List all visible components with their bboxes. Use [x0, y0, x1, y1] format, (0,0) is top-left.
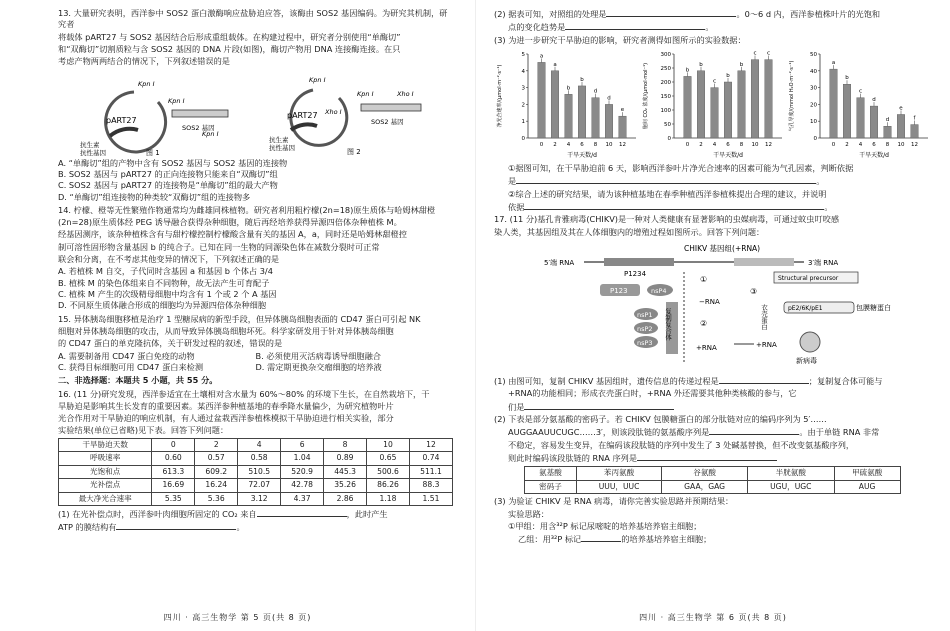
q17-part3-cont: ①甲组：用含³²P 标记尿嘧啶的培养基培养宿主细胞；: [508, 520, 702, 531]
y-tick-label: 20: [810, 102, 817, 109]
table-cell: 609.2: [195, 465, 238, 478]
x-tick-label: 12: [765, 141, 772, 148]
y-tick-label: 200: [660, 79, 671, 86]
table-header-cell: 0: [152, 438, 195, 451]
q15-option-d: D. 需定期更换杂交瘤细胞的培养液: [255, 361, 382, 372]
q14-stem: 14. 柠檬、橙等无性繁殖作物通常均为雌雄同株植物。研究者利用粗柠檬(2n=18)原生质体与哈姆林甜橙: [58, 204, 436, 215]
answer-blank[interactable]: [524, 201, 824, 210]
significance-letter: b: [566, 85, 571, 92]
table-cell: 0.74: [409, 452, 452, 465]
table-cell: 5.35: [152, 492, 195, 505]
page-footer: 四川 · 高三生物学 第 5 页(共 8 页): [163, 612, 312, 622]
step-2: ②: [700, 318, 708, 328]
q16-part1-text: 。: [236, 522, 245, 533]
new-virus-label: 新病毒: [796, 356, 817, 365]
table-row: [525, 480, 901, 493]
q17-part1-text: 们是: [508, 401, 525, 412]
q17-part1-text: +RNA: [508, 388, 533, 399]
q13-option-a: A. “单酶切”组的产物中含有 SOS2 基因与 SOS2 基因的连接物: [58, 157, 288, 168]
q16-sub2: ②综合上述的研究结果，请为该种植基地在春季种植西洋参植株提出合理的建议，并说明: [508, 188, 827, 199]
table-cell: 5.36: [195, 492, 238, 505]
table-cell: 88.3: [409, 479, 452, 492]
q14-option-c: C. 植株 M 产生的次级精母细胞中均含有 1 个或 2 个 A 基因: [58, 289, 277, 299]
q16-part1: [58, 508, 453, 520]
restriction-figures: [58, 70, 453, 156]
fig1-caption: 图 1: [145, 148, 160, 156]
resist-label-2: 抗性基因: [269, 143, 296, 152]
y-tick-label: 30: [810, 85, 817, 92]
kpn-label: Kpn Ⅰ: [309, 75, 326, 84]
nsp2-label: nsP2: [637, 324, 653, 333]
p1234-label: P1234: [624, 269, 647, 278]
nsp3-label: nsP3: [637, 338, 653, 347]
drought-charts: [494, 48, 932, 160]
q16-part3: (3) 为进一步研究干旱胁迫的影响，研究者测得如图所示的实验数据：: [494, 34, 746, 45]
x-axis-title: 干旱天数/d: [567, 151, 597, 159]
complex-label: 复制复合体: [664, 307, 672, 341]
y-tick-label: 50: [664, 121, 671, 128]
q14-option-b: B. 植株 M 的染色体组来自不同物种，故无法产生可育配子: [58, 277, 270, 288]
q16-part2-text: 点的变化趋势是: [508, 22, 566, 33]
structural-precursor-label: Structural precursor: [778, 274, 839, 282]
q17-stem: 染人类，其基因组及其在人体细胞内的增殖过程如图所示。回答下列问题：: [494, 226, 765, 237]
answer-blank[interactable]: [719, 375, 809, 384]
q13-stem: 考虑产物两两结合的情况下，下列叙述错误的是: [58, 56, 230, 67]
p123-label: P123: [610, 286, 628, 295]
bar: [619, 116, 626, 138]
x-tick-label: 2: [699, 141, 703, 148]
x-tick-label: 10: [897, 141, 905, 148]
section-heading: 二、非选择题：本题共 5 小题，共 55 分。: [58, 375, 218, 386]
q17-part2-cont: [494, 452, 932, 464]
bar: [857, 98, 864, 138]
q16-part2-text: (2) 据表可知，对照组的处理是: [494, 9, 607, 19]
q16-part1-text: (1) 在光补偿点时，西洋参叶肉细胞所固定的 CO₂ 来自: [58, 509, 257, 520]
minus-rna: −RNA: [699, 297, 720, 306]
resist-label-2: 抗性基因: [79, 148, 106, 156]
q17-part1: [494, 375, 932, 387]
bar: [578, 86, 585, 138]
y-tick-label: 1: [521, 119, 525, 126]
plasmid-label-2: pART27: [287, 110, 318, 120]
bar: [592, 98, 599, 138]
table-cell: 445.3: [324, 465, 367, 478]
bar: [765, 60, 772, 138]
bar: [870, 106, 877, 138]
q17-part3-text: 乙组：用³²P 标记: [518, 534, 582, 545]
answer-blank[interactable]: [565, 21, 705, 30]
x-tick-label: 12: [619, 141, 626, 148]
q17-stem: 17. (11 分)基孔肯雅病毒(CHIKV)是一种对人类健康有显著影响的虫媒病毒，可通过蚊虫叮咬感: [494, 214, 840, 225]
y-tick-label: 0: [521, 135, 525, 142]
table-cell: 16.69: [152, 479, 195, 492]
q16-part1-cont: [58, 521, 453, 533]
table-cell: 1.18: [367, 492, 410, 505]
table-cell: 613.3: [152, 465, 195, 478]
bar: [724, 82, 731, 138]
x-tick-label: 0: [685, 141, 690, 148]
codon-header-cell: 苯丙氨酸: [576, 467, 661, 480]
q17-part2-cont: 不稳定，容易发生变异，在编码该段肽链的序列中发生了 3 处碱基替换，但不改变氨基酸序列，: [508, 439, 855, 450]
nsp1-label: nsP1: [637, 310, 653, 319]
q16-sub1-cont: [494, 175, 932, 187]
table-cell: 16.24: [195, 479, 238, 492]
question-16: [58, 389, 453, 534]
codon-header-cell: 氨基酸: [525, 467, 577, 480]
x-tick-label: 6: [580, 141, 584, 148]
figure-1: [72, 70, 242, 156]
q15-stem: 的 CD47 蛋白的单克隆抗体，关于研发过程的叙述，错误的是: [58, 338, 283, 349]
x-tick-label: 2: [845, 141, 849, 148]
kpn-label: Kpn Ⅰ: [357, 89, 374, 98]
gene-fragment: [168, 97, 228, 138]
step-1: ①: [700, 274, 708, 284]
table-cell: 光饱和点: [59, 465, 152, 478]
table-header-cell: 10: [367, 438, 410, 451]
significance-letter: a: [553, 61, 557, 68]
table-header-row: [59, 438, 453, 451]
table-cell: 1.51: [409, 492, 452, 505]
table-cell: 42.78: [281, 479, 324, 492]
intercellular-co2-chart: [640, 48, 786, 160]
y-tick-label: 2: [521, 102, 525, 109]
q13-stem: 和“双酶切”切割质粒与含 SOS2 基因的 DNA 片段(如图)，酶切产物用 DNA 连接酶连接。在只: [58, 43, 401, 54]
figure-2: [269, 70, 439, 156]
q14-option-d: D. 不同原生质体融合形成的细胞均为异源四倍体杂种细胞: [58, 300, 267, 311]
answer-blank[interactable]: [581, 533, 621, 542]
y-axis-title: 胞间 CO₂ 浓度/(μmol·mol⁻¹): [643, 62, 649, 130]
kpn-label: Kpn Ⅰ: [137, 79, 155, 88]
genome-title: CHIKV 基因组(+RNA): [684, 243, 761, 253]
y-axis-title: 气孔导度/(mmol H₂O·m⁻²·s⁻¹): [789, 60, 795, 132]
q15-stem: 15. 异体胰岛细胞移植是治疗 1 型糖尿病的新型手段，但异体胰岛细胞表面的 CD47 蛋白可引起 NK: [58, 313, 421, 324]
codon-header-cell: 半胱氨酸: [748, 467, 835, 480]
net-photosynthesis-chart: [494, 48, 640, 160]
q14-stem: 制可溶性固形物含量基因 b 的纯合子。已知在同一生物的同源染色体在减数分裂时可正常: [58, 241, 380, 252]
x-tick-label: 10: [751, 141, 759, 148]
q16-part1-text: ，此时产生: [346, 509, 388, 520]
bar: [697, 71, 704, 138]
x-tick-label: 6: [872, 141, 876, 148]
bar: [738, 71, 745, 138]
significance-letter: c: [753, 50, 757, 57]
y-tick-label: 40: [810, 68, 817, 75]
q17-part1-text: ；复制复合体可能与: [808, 376, 883, 387]
page-footer: 四川 · 高三生物学 第 6 页(共 8 页): [639, 612, 787, 622]
table-header-cell: 6: [281, 438, 324, 451]
q16-part2: [494, 8, 932, 20]
significance-letter: e: [620, 107, 625, 114]
table-cell: 520.9: [281, 465, 324, 478]
xho-label: Xho Ⅰ: [325, 107, 342, 116]
y-tick-label: 10: [810, 119, 817, 126]
table-cell: 4.37: [281, 492, 324, 505]
plus-rna-2: +RNA: [756, 340, 777, 349]
q16-sub2-text: 依据: [508, 201, 525, 212]
table-cell: 0.89: [324, 452, 367, 465]
table-cell: 510.5: [238, 465, 281, 478]
q16-stem: 光合作用对干旱胁迫的响应机制，有人通过盆栽西洋参植株模拟干旱胁迫进行相关实验，部分: [58, 413, 394, 424]
table-header-cell: 8: [324, 438, 367, 451]
kpn-label: Kpn Ⅰ: [167, 96, 185, 105]
gene-fragment-2: [357, 90, 421, 126]
significance-letter: b: [699, 61, 703, 68]
bar: [711, 88, 718, 138]
x-tick-label: 0: [539, 141, 544, 148]
plus-rna: +RNA: [696, 343, 717, 352]
y-tick-label: 5: [521, 51, 525, 58]
y-tick-label: 300: [660, 51, 671, 58]
answer-blank[interactable]: [709, 426, 799, 435]
envelope-label: 包膜糖蛋白: [856, 303, 891, 312]
bar: [684, 76, 691, 138]
plasmid-label: pART27: [105, 115, 137, 125]
significance-letter: b: [726, 72, 730, 79]
y-tick-label: 0: [813, 135, 817, 142]
right-page: [475, 0, 950, 631]
q16-stem: 实验结果(单位已省略)见下表。回答下列问题：: [58, 425, 229, 436]
q14-stem: 联会和分离，在不考虑其他变异的情况下，下列叙述正确的是: [58, 254, 280, 265]
q17-part2-cont: [494, 426, 932, 438]
table-header-cell: 4: [238, 438, 281, 451]
significance-letter: d: [872, 97, 876, 104]
codon-header-row: [525, 467, 901, 480]
q17-part2: (2) 下表是部分氨基酸的密码子。若 CHIKV 包膜糖蛋白的部分肽链对应的编码序列为 5′……: [494, 414, 827, 425]
answer-blank[interactable]: [524, 401, 674, 410]
bar: [884, 126, 891, 138]
table-cell: 35.26: [324, 479, 367, 492]
q17-part3-cont: [494, 533, 932, 545]
q17-part2-text: AUGGAAUUCUGC……3′，则该段肽链的氨基酸序列是: [508, 427, 710, 438]
plasmid-diagram-2: [269, 76, 347, 152]
q15-option-c: C. 获得目标细胞可用 CD47 蛋白来检测: [58, 361, 204, 372]
x-tick-label: 10: [605, 141, 613, 148]
answer-blank[interactable]: [116, 521, 236, 530]
table-cell: 511.1: [409, 465, 452, 478]
bar: [843, 84, 850, 138]
table-cell: 0.60: [152, 452, 195, 465]
question-13: [58, 8, 453, 203]
table-cell: 72.07: [238, 479, 281, 492]
table-cell: 0.58: [238, 452, 281, 465]
bar: [551, 71, 558, 138]
bar: [538, 62, 545, 138]
x-tick-label: 0: [831, 141, 836, 148]
y-tick-label: 100: [660, 107, 671, 114]
q16-sub1-text: 是: [508, 176, 517, 187]
codon-cell: UGU，UGC: [748, 480, 835, 493]
table-cell: 500.6: [367, 465, 410, 478]
significance-letter: b: [685, 67, 690, 74]
gene-label: SOS2 基因: [181, 123, 215, 132]
xho-label: Xho Ⅰ: [397, 89, 414, 98]
codon-header-cell: 谷氨酸: [662, 467, 748, 480]
x-tick-label: 8: [885, 141, 890, 148]
x-axis-title: 干旱天数/d: [859, 151, 889, 159]
significance-letter: b: [739, 61, 744, 68]
q17-part1-cont: [494, 401, 932, 413]
answer-blank[interactable]: [606, 8, 736, 17]
codon-cell: UUU，UUC: [576, 480, 661, 493]
q16-sub1: ①据图可知，在干旱胁迫前 6 天，影响西洋参叶片净光合速率的因素可能为气孔因素，判断依据: [508, 162, 854, 173]
q16-part1-text: ATP 的膜结构有: [58, 522, 117, 533]
plasmid-diagram: [80, 80, 166, 156]
table-row: [59, 465, 453, 478]
table-header-cell: 2: [195, 438, 238, 451]
question-17: [494, 214, 932, 545]
step-3: ③: [750, 286, 758, 296]
question-14: [58, 205, 453, 312]
y-axis-title: 净光合速率/(μmol·m⁻²·s⁻¹): [497, 64, 503, 128]
x-axis-title: 干旱天数/d: [713, 151, 743, 159]
codon-cell: 密码子: [525, 480, 577, 493]
table-cell: 最大净光合速率: [59, 492, 152, 505]
q14-option-a: A. 若植株 M 自交，子代同时含基因 a 和基因 b 个体占 3/4: [58, 266, 273, 277]
three-prime-label: 3′端 RNA: [808, 258, 839, 267]
q13-stem: 13. 大量研究表明，西洋参中 SOS2 蛋白激酶响应盐胁迫应答，该酶由 SOS2 基因编码。为研究其机制，研究者: [58, 8, 448, 30]
y-tick-label: 250: [660, 65, 671, 72]
q16-part2-cont: [494, 21, 932, 33]
codon-cell: GAA，GAG: [662, 480, 748, 493]
answer-blank[interactable]: [257, 508, 347, 517]
significance-letter: b: [580, 76, 584, 83]
bar: [911, 124, 918, 137]
envelope-code: pE2/6K/pE1: [788, 304, 823, 312]
nonstructural-region: [604, 258, 674, 266]
table-cell: 光补偿点: [59, 479, 152, 492]
significance-letter: d: [885, 117, 890, 124]
x-tick-label: 8: [593, 141, 598, 148]
gene-label: SOS2 基因: [371, 117, 404, 126]
table-cell: 呼吸速率: [59, 452, 152, 465]
structural-region: [734, 258, 794, 266]
significance-letter: e: [899, 105, 903, 112]
resist-label: 抗生素: [79, 140, 100, 149]
codon-cell: AUG: [834, 480, 900, 493]
significance-letter: a: [539, 53, 544, 60]
resist-label: 抗生素: [269, 135, 289, 144]
q16-part2-text: 。: [705, 22, 714, 33]
y-tick-label: 0: [667, 135, 671, 142]
q15-option-a: A. 需要制备用 CD47 蛋白免疫的动物: [58, 350, 195, 361]
q16-sub2-text: 。: [824, 201, 833, 212]
x-tick-label: 4: [858, 141, 863, 148]
significance-letter: d: [607, 95, 611, 102]
new-virus-particle: [800, 332, 820, 352]
q17-part1-text: (1) 由图可知，复制 CHIKV 基因组时，遗传信息的传递过程是: [494, 376, 719, 387]
significance-letter: d: [593, 88, 598, 95]
y-tick-label: 150: [660, 93, 671, 100]
q16-stem: 旱胁迫是影响其生长发育的重要因素。某西洋参种植基地的春季降水量偏少，为研究植物叶片: [58, 400, 394, 411]
significance-letter: c: [712, 78, 717, 85]
fig2-caption: 图 2: [347, 147, 361, 156]
q17-part2-text: 则此时编码该段肽链的 RNA 序列是: [508, 453, 638, 463]
q17-part1-text: 的功能相同；形成衣壳蛋白时，+RNA 外还需要其他种类核酸的参与，它: [532, 388, 797, 399]
answer-blank[interactable]: [516, 175, 816, 184]
significance-letter: c: [858, 88, 863, 95]
x-tick-label: 6: [726, 141, 730, 148]
q17-part3-text: 的培养基培养宿主细胞；: [621, 534, 712, 545]
q13-option-d: D. “单酶切”组连接物的种类较“双酶切”组的连接物多: [58, 191, 251, 202]
significance-letter: a: [831, 60, 836, 67]
question-15: [58, 314, 453, 374]
q17-part3: (3) 为验证 CHIKV 是 RNA 病毒，请你完善实验思路并预期结果：: [494, 496, 734, 507]
codon-table: [524, 466, 901, 494]
y-tick-label: 50: [810, 51, 817, 58]
x-tick-label: 4: [566, 141, 571, 148]
x-tick-label: 4: [712, 141, 717, 148]
y-tick-label: 3: [521, 85, 525, 92]
x-tick-label: 2: [553, 141, 557, 148]
q16-part2-text: 。0～6 d 内，西洋参植株叶片的光饱和: [736, 9, 881, 19]
q13-stem: 将载体 pART27 与 SOS2 基因结合后形成重组载体。在构建过程中，研究者分别使用“单酶切”: [58, 31, 401, 42]
q17-part1-cont: [494, 388, 932, 399]
answer-blank[interactable]: [637, 452, 777, 461]
q13-option-c: C. SOS2 基因与 pART27 的连接物是“单酶切”组的最大产物: [58, 180, 278, 191]
q16-stem: 16. (11 分)研究发现，西洋参适宜在土壤相对含水量为 60%～80% 的环境下生长，在自然栽培下，干: [58, 388, 430, 399]
table-header-cell: 干旱胁迫天数: [59, 438, 152, 451]
table-cell: 0.65: [367, 452, 410, 465]
bar: [751, 60, 758, 138]
table-cell: 1.04: [281, 452, 324, 465]
capsid-label: 衣壳蛋白: [760, 303, 768, 330]
q15-option-b: B. 必须使用灭活病毒诱导细胞融合: [255, 350, 381, 361]
drought-data-table: [58, 438, 453, 506]
kpn-label: Kpn Ⅰ: [201, 129, 219, 138]
table-cell: 2.86: [324, 492, 367, 505]
table-cell: 3.12: [238, 492, 281, 505]
table-row: [59, 452, 453, 465]
five-prime-label: 5′端 RNA: [544, 258, 575, 267]
table-header-cell: 12: [409, 438, 452, 451]
table-cell: 0.57: [195, 452, 238, 465]
x-tick-label: 8: [739, 141, 744, 148]
nsp4-label: nsP4: [651, 286, 667, 295]
significance-letter: f: [913, 115, 916, 122]
x-tick-label: 12: [911, 141, 918, 148]
q16-sub2-cont: [494, 201, 932, 213]
q16-sub1-text: 。: [816, 176, 825, 187]
q17-part3-cont: 实验思路：: [508, 508, 549, 519]
q17-part2-text: 。由于单链 RNA 非常: [799, 427, 880, 438]
q13-option-b: B. SOS2 基因与 pART27 的正向连接物只能来自“双酶切”组: [58, 168, 278, 179]
significance-letter: b: [845, 75, 849, 82]
y-tick-label: 4: [521, 68, 525, 75]
table-cell: 86.26: [367, 479, 410, 492]
table-row: [59, 492, 453, 505]
bar: [565, 94, 572, 138]
q15-stem: 细胞对异体胰岛细胞的攻击，从而导致异体胰岛细胞坏死。科学家研发用于针对异体胰岛细胞: [58, 325, 394, 336]
bar: [605, 104, 612, 138]
q14-stem: (2n=28)原生质体经 PEG 诱导融合获得杂种细胞，随后再经培养获得异源四倍体杂种植株 M。: [58, 217, 402, 228]
significance-letter: c: [766, 50, 771, 57]
bar: [830, 69, 837, 138]
stomatal-conductance-chart: [786, 48, 932, 160]
q14-stem: 经基因测序，该杂种植株含有与甜柠檬控制柠檬酸含量有关的基因 A，a，同时还是哈姆林甜橙控: [58, 229, 407, 240]
chikv-replication-diagram: [534, 242, 904, 368]
codon-header-cell: 甲硫氨酸: [834, 467, 900, 480]
bar: [897, 114, 904, 138]
table-row: [59, 479, 453, 492]
